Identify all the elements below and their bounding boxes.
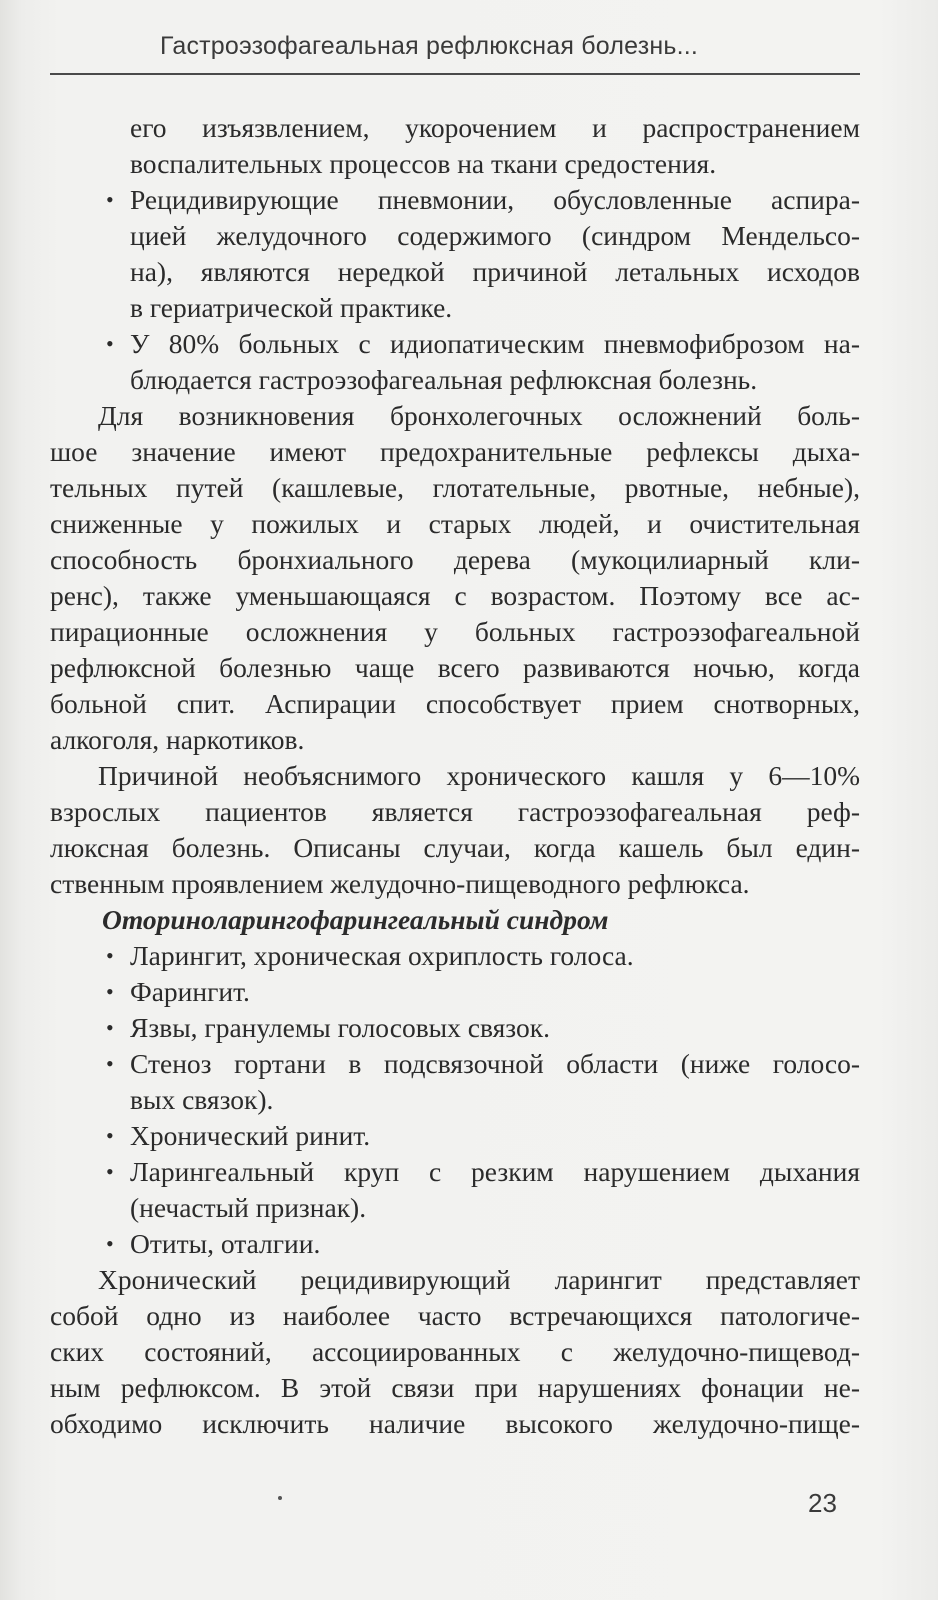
bullet-text: Рецидивирующие пневмонии, обусловленные аспира-: [130, 184, 860, 215]
bullet-continuation-line: [50, 362, 860, 398]
bullet-icon: •: [106, 1015, 114, 1040]
bullet-item-line: [50, 1118, 860, 1154]
section-heading: [50, 902, 860, 938]
bullet-icon: •: [106, 187, 114, 212]
paragraph-line: [50, 506, 860, 542]
line-text: взрослых пациентов является гастроэзофагеальная реф-: [50, 796, 860, 827]
paragraph-line: [50, 1370, 860, 1406]
line-text: больной спит. Аспирации способствует прием снотворных,: [50, 688, 860, 719]
bullet-text: У 80% больных с идиопатическим пневмофиброзом на-: [130, 328, 860, 359]
line-text: воспалительных процессов на ткани средостения.: [130, 148, 717, 179]
print-speck: [278, 1496, 282, 1500]
paragraph-line: [50, 866, 860, 902]
bullet-icon: •: [106, 1123, 114, 1148]
bullet-continuation-line: [50, 110, 860, 146]
line-text: сниженные у пожилых и старых людей, и очистительная: [50, 508, 860, 539]
paragraph-line: [50, 542, 860, 578]
bullet-text: Язвы, гранулемы голосовых связок.: [130, 1012, 550, 1043]
line-text: Для возникновения бронхолегочных осложнений боль-: [98, 400, 860, 431]
paragraph-first-line: [50, 398, 860, 434]
line-text: Причиной необъяснимого хронического кашля у 6—10%: [98, 760, 860, 791]
paragraph-line: [50, 470, 860, 506]
bullet-item-line: [50, 1010, 860, 1046]
paragraph-line: [50, 722, 860, 758]
bullet-text: Отиты, оталгии.: [130, 1228, 321, 1259]
bullet-continuation-line: [50, 1082, 860, 1118]
line-text: ских состояний, ассоциированных с желудочно-пищевод-: [50, 1336, 860, 1367]
paragraph-line: [50, 614, 860, 650]
bullet-continuation-line: [50, 290, 860, 326]
bullet-item-line: [50, 326, 860, 362]
header-rule: [50, 73, 860, 75]
bullet-icon: •: [106, 943, 114, 968]
line-text: ственным проявлением желудочно-пищеводного рефлюкса.: [50, 868, 750, 899]
line-text: способность бронхиального дерева (мукоцилиарный кли-: [50, 544, 860, 575]
paragraph-line: [50, 434, 860, 470]
line-text: его изъязвлением, укорочением и распространением: [130, 112, 860, 143]
line-text: (нечастый признак).: [130, 1192, 367, 1223]
paragraph-line: [50, 1406, 860, 1442]
bullet-item-line: [50, 1154, 860, 1190]
paragraph-line: [50, 578, 860, 614]
paragraph-line: [50, 686, 860, 722]
line-text: блюдается гастроэзофагеальная рефлюксная болезнь.: [130, 364, 758, 395]
bullet-continuation-line: [50, 146, 860, 182]
bullet-text: Ларингеальный круп с резким нарушением дыхания: [130, 1156, 860, 1187]
line-text: цией желудочного содержимого (синдром Мендельсо-: [130, 220, 860, 251]
paragraph-first-line: [50, 758, 860, 794]
line-text: обходимо исключить наличие высокого желудочно-пище-: [50, 1408, 860, 1439]
page-number: 23: [808, 1488, 837, 1518]
line-text: тельных путей (кашлевые, глотательные, рвотные, небные),: [50, 472, 860, 503]
line-text: рефлюксной болезнью чаще всего развиваются ночью, когда: [50, 652, 860, 683]
paragraph-line: [50, 830, 860, 866]
heading-text: Оториноларингофарингеальный синдром: [102, 904, 609, 935]
bullet-item-line: [50, 1046, 860, 1082]
line-text: собой одно из наиболее часто встречающихся патологиче-: [50, 1300, 860, 1331]
line-text: ным рефлюксом. В этой связи при нарушениях фонации не-: [50, 1372, 860, 1403]
bullet-icon: •: [106, 979, 114, 1004]
bullet-item-line: [50, 1226, 860, 1262]
paragraph-line: [50, 650, 860, 686]
line-text: Хронический рецидивирующий ларингит представляет: [98, 1264, 860, 1295]
line-text: люксная болезнь. Описаны случаи, когда кашель был един-: [50, 832, 860, 863]
body-text: [50, 110, 860, 1442]
line-text: алкоголя, наркотиков.: [50, 724, 305, 755]
paragraph-first-line: [50, 1262, 860, 1298]
running-header: Гастроэзофагеальная рефлюксная болезнь...: [160, 32, 699, 60]
line-text: на), являются нередкой причиной летальных исходов: [130, 256, 860, 287]
paragraph-line: [50, 1298, 860, 1334]
bullet-text: Ларингит, хроническая охриплость голоса.: [130, 940, 634, 971]
paragraph-line: [50, 1334, 860, 1370]
line-text: шое значение имеют предохранительные рефлексы дыха-: [50, 436, 860, 467]
bullet-text: Фарингит.: [130, 976, 250, 1007]
bullet-item-line: [50, 938, 860, 974]
line-text: вых связок).: [130, 1084, 274, 1115]
bullet-item-line: [50, 974, 860, 1010]
bullet-icon: •: [106, 1051, 114, 1076]
line-text: в гериатрической практике.: [130, 292, 453, 323]
bullet-item-line: [50, 182, 860, 218]
bullet-continuation-line: [50, 254, 860, 290]
paragraph-line: [50, 794, 860, 830]
bullet-text: Стеноз гортани в подсвязочной области (ниже голосо-: [130, 1048, 860, 1079]
bullet-continuation-line: [50, 218, 860, 254]
bullet-continuation-line: [50, 1190, 860, 1226]
bullet-text: Хронический ринит.: [130, 1120, 371, 1151]
bullet-icon: •: [106, 1231, 114, 1256]
bullet-icon: •: [106, 331, 114, 356]
bullet-icon: •: [106, 1159, 114, 1184]
line-text: пирационные осложнения у больных гастроэзофагеальной: [50, 616, 860, 647]
line-text: ренс), также уменьшающаяся с возрастом. Поэтому все ас-: [50, 580, 860, 611]
